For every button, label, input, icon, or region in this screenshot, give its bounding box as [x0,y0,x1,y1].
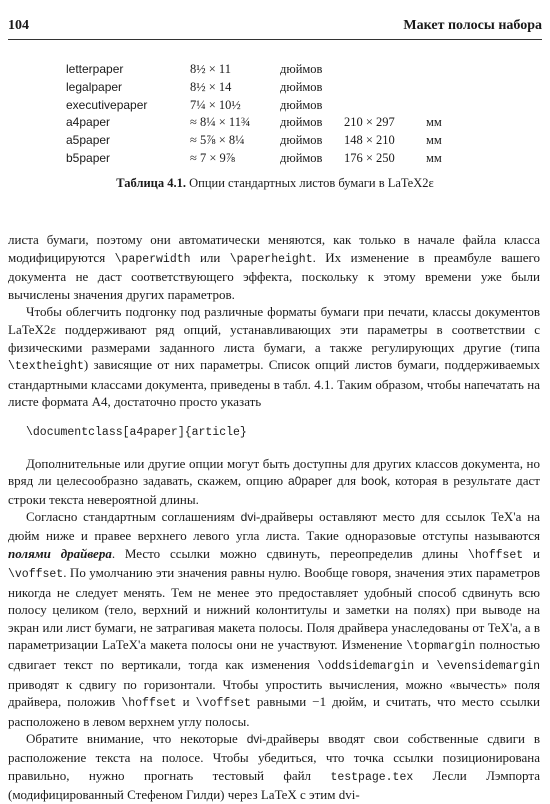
code-inline: \voffset [195,697,251,711]
text-run: и [523,545,540,561]
paragraph [8,455,540,509]
table-row [66,98,486,116]
size-inches: ≈ 7 × 9⅞ [190,150,236,165]
emphasis: полями драйвера [8,545,112,561]
table-row [66,133,486,151]
size-inches: 8½ × 14 [190,79,232,94]
text-run: Чтобы облегчить подгонку под различные форматы бумаги при печати, классы документов LaTeX2ε поддерживают ряд опций, устанавливающих эти параметры в соответствии с физическими размерами заданного листа бумаги, а также регулирующих другие (типа [8,304,540,355]
text-run: полностью сдвигает текст по вертикали, тогда как изменения [8,637,540,673]
paper-option: b5paper [66,150,111,165]
text-run: . Место ссылки можно сдвинуть, переопределив длины [111,545,468,561]
code-inline: \hoffset [467,548,524,562]
text-run: . Их изменение в преамбуле вашего документа не даст соответствующего эффекта, поскольку к этому времени уже были вычислены значения других параметров. [8,249,541,302]
size-mm: 210 × 297 [344,115,395,130]
text-run: листа бумаги, поэтому они автоматически меняются, как только в начале файла класса модифицируются [8,232,540,265]
paragraph [8,231,540,303]
dvi-term: dvi [246,732,263,747]
text-run: -драйверы оставляют место для ссылок TeX'а на дюйм ниже и правее верхнего левого угла листа. Такие одноразовые отступы называются [8,509,540,543]
size-mm: 148 × 210 [344,133,395,148]
size-inches: 8½ × 11 [190,62,231,76]
text-run: и [176,694,196,710]
unit-inches: дюймов [280,97,323,112]
header-rule [8,39,542,40]
unit-inches: дюймов [280,150,323,165]
text-run: , которая в результате даст строки текста невероятной длины. [8,473,540,507]
table-row [66,115,486,133]
text-run: приводят к сдвигу по горизонтали. Чтобы упростить вычисления, можно «вычесть» поля драйвера, положив [8,676,540,710]
code-inline: \topmargin [406,640,476,654]
text-run: -драйверы вводят свои собственные сдвиги в расположение текста на полосе. Чтобы убедиться, что точка ссылки позиционирована правильно, нужно прогнать тестовый файл [8,731,540,783]
caption-label: Таблица 4.1. [116,176,186,190]
paragraph [8,508,540,730]
body-text [8,231,540,804]
text-run: равными −1 дюйм, и считать, что место ссылки расположено в левом верхнем углу полосы. [8,694,540,729]
running-title: Макет полосы набора [403,18,542,33]
unit-mm: мм [426,115,442,130]
unit-mm: мм [426,150,442,165]
unit-mm: мм [426,133,442,148]
table-row [66,151,486,169]
page-number: 104 [8,18,29,33]
table-row [66,80,486,98]
paragraph [8,303,540,411]
unit-inches: дюймов [280,79,323,94]
unit-inches: дюймов [280,133,323,148]
class-name: book [360,474,388,489]
size-inches: ≈ 5⅞ × 8¼ [190,133,245,148]
paper-option: a4paper [66,115,111,130]
code-inline: \hoffset [121,697,177,711]
text-run: или [190,249,230,265]
dvi-term: dvi [240,510,256,525]
text-run: Обратите внимание, что некоторые [26,731,247,747]
paper-option: legalpaper [66,79,123,94]
code-inline: testpage.tex [330,770,414,784]
code-inline: \oddsidemargin [317,660,415,674]
text-run: и [414,657,437,673]
text-run: ) зависящие от них параметры. Список опций листов бумаги, поддерживаемых стандартными классами документа, приведены в табл. 4.1. Таким образом, чтобы напечатать на листе формата A4, достаточно просто указать [8,357,540,410]
text-run: Дополнительные или другие опции могут быть доступны для других классов документа, но вряд ли целесообразно задавать, скажем, опцию [8,455,540,489]
text-run: Лесли Лэмпорта (модифицированный Стефеном Гилди) через LaTeX с этим dvi- [8,767,540,803]
paragraph [8,730,540,803]
code-inline: \evensidemargin [436,660,540,674]
text-run: . По умолчанию эти значения равны нулю. Вообще говоря, значения этих параметров никогда не следует менять. Тем не менее это предоставляет удобный способ сдвинуть всю полосу целиком (тело, верхний и нижний колонтитулы и заметки на полях) при выводе на экран или лист бумаги, не затрагивая макета полосы. Поля драйвера унаследованы от TeX'а, а в параметризации LaTeX'а макета полосы они не участвуют. Изменение [8,565,540,653]
code-inline: \paperwidth [114,252,191,266]
code-block: \documentclass[a4paper]{article} [26,425,247,439]
running-header [8,18,542,38]
table-row [66,62,486,80]
table-caption [0,176,550,191]
unit-inches: дюймов [280,62,323,76]
code-inline: \voffset [8,568,64,582]
text-run: Согласно стандартным соглашениям [26,509,241,525]
size-inches: 7¼ × 10½ [190,97,241,112]
code-inline: \textheight [8,360,84,374]
option-name: a0paper [288,474,333,489]
caption-text: Опции стандартных листов бумаги в LaTeX2ε [189,176,434,190]
paper-sizes-table [66,62,486,169]
size-inches: ≈ 8¼ × 11¾ [190,115,251,130]
paper-option: executivepaper [66,97,148,112]
code-inline: \paperheight [229,252,313,266]
paper-option: letterpaper [66,62,124,76]
unit-inches: дюймов [280,115,323,130]
size-mm: 176 × 250 [344,150,395,165]
text-run: для [332,473,361,489]
paper-option: a5paper [66,133,111,148]
